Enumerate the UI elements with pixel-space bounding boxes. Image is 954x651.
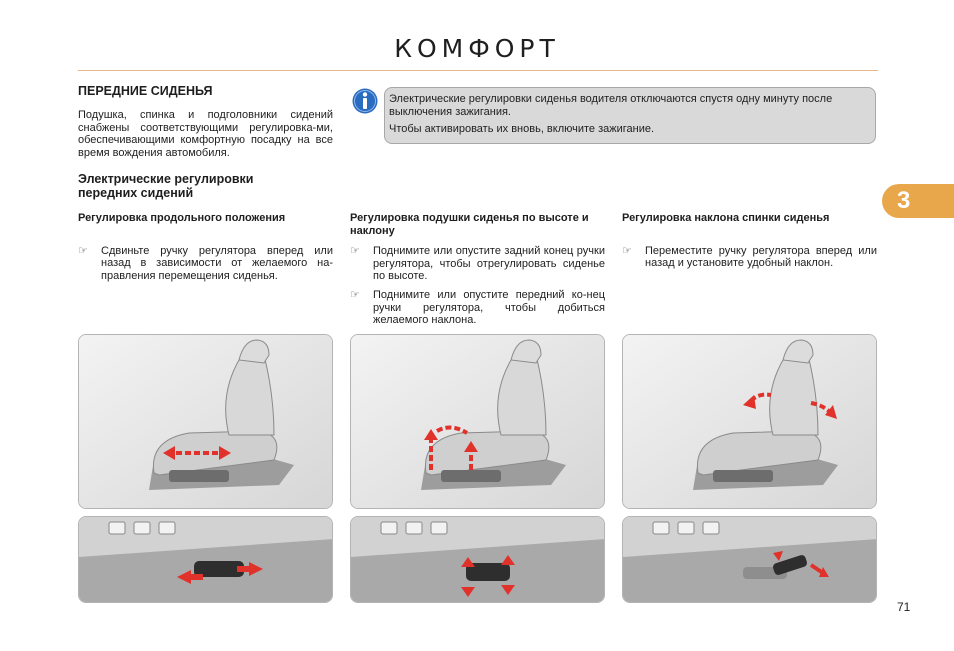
chapter-number: 3 [897, 187, 911, 214]
pointing-hand-icon: ☞ [350, 245, 360, 258]
column-longitudinal [78, 212, 333, 288]
page-title: КОМФОРТ [394, 34, 560, 63]
info-icon [352, 88, 378, 114]
header-rule [78, 70, 878, 71]
column-cushion-height-tilt [350, 212, 605, 333]
chapter-tab [882, 184, 954, 218]
pointing-hand-icon: ☞ [78, 244, 88, 257]
list-item: ☞ Поднимите или опустите задний конец ручки регулятора, чтобы отрегулировать сиденье по высоте. [350, 245, 605, 283]
seat-backrest-figure [622, 334, 877, 509]
column-heading: Регулировка наклона спинки сиденья [622, 212, 830, 224]
control-cushion-figure [350, 516, 605, 603]
info-box [384, 87, 876, 144]
seat-longitudinal-figure [78, 334, 333, 509]
subsection-title-line2: передних сидений [78, 186, 194, 201]
section-intro [78, 84, 333, 200]
control-longitudinal-figure [78, 516, 333, 603]
pointing-hand-icon: ☞ [350, 288, 360, 301]
seat-cushion-figure [350, 334, 605, 509]
list-item: ☞ Переместите ручку регулятора вперед или назад и установите удобный наклон. [622, 244, 877, 270]
control-backrest-figure [622, 516, 877, 603]
pointing-hand-icon: ☞ [622, 244, 632, 257]
info-text-line2: Чтобы активировать их вновь, включите зажигание. [389, 123, 655, 135]
page-number: 71 [897, 600, 911, 614]
list-item: ☞ Сдвиньте ручку регулятора вперед или назад в зависимости от желаемого на-правления перемещения сиденья. [78, 244, 333, 282]
subsection-title-line1: Электрические регулировки [78, 172, 254, 187]
section-title: ПЕРЕДНИЕ СИДЕНЬЯ [78, 84, 213, 98]
column-backrest-tilt [622, 212, 877, 276]
info-text-line1: Электрические регулировки сиденья водителя отключаются спустя одну минуту после выключения зажигания. [389, 93, 833, 118]
column-heading: Регулировка продольного положения [78, 212, 286, 224]
intro-paragraph: Подушка, спинка и подголовники сидений снабжены соответствующими регулировка-ми, обеспечивающими комфортную посадку на все время вождения автомобиля. [78, 109, 333, 159]
list-item: ☞ Поднимите или опустите передний ко-нец ручки регулятора, чтобы добиться желаемого наклона. [350, 288, 605, 327]
column-heading: Регулировка подушки сиденья по высоте и наклону [350, 212, 589, 237]
